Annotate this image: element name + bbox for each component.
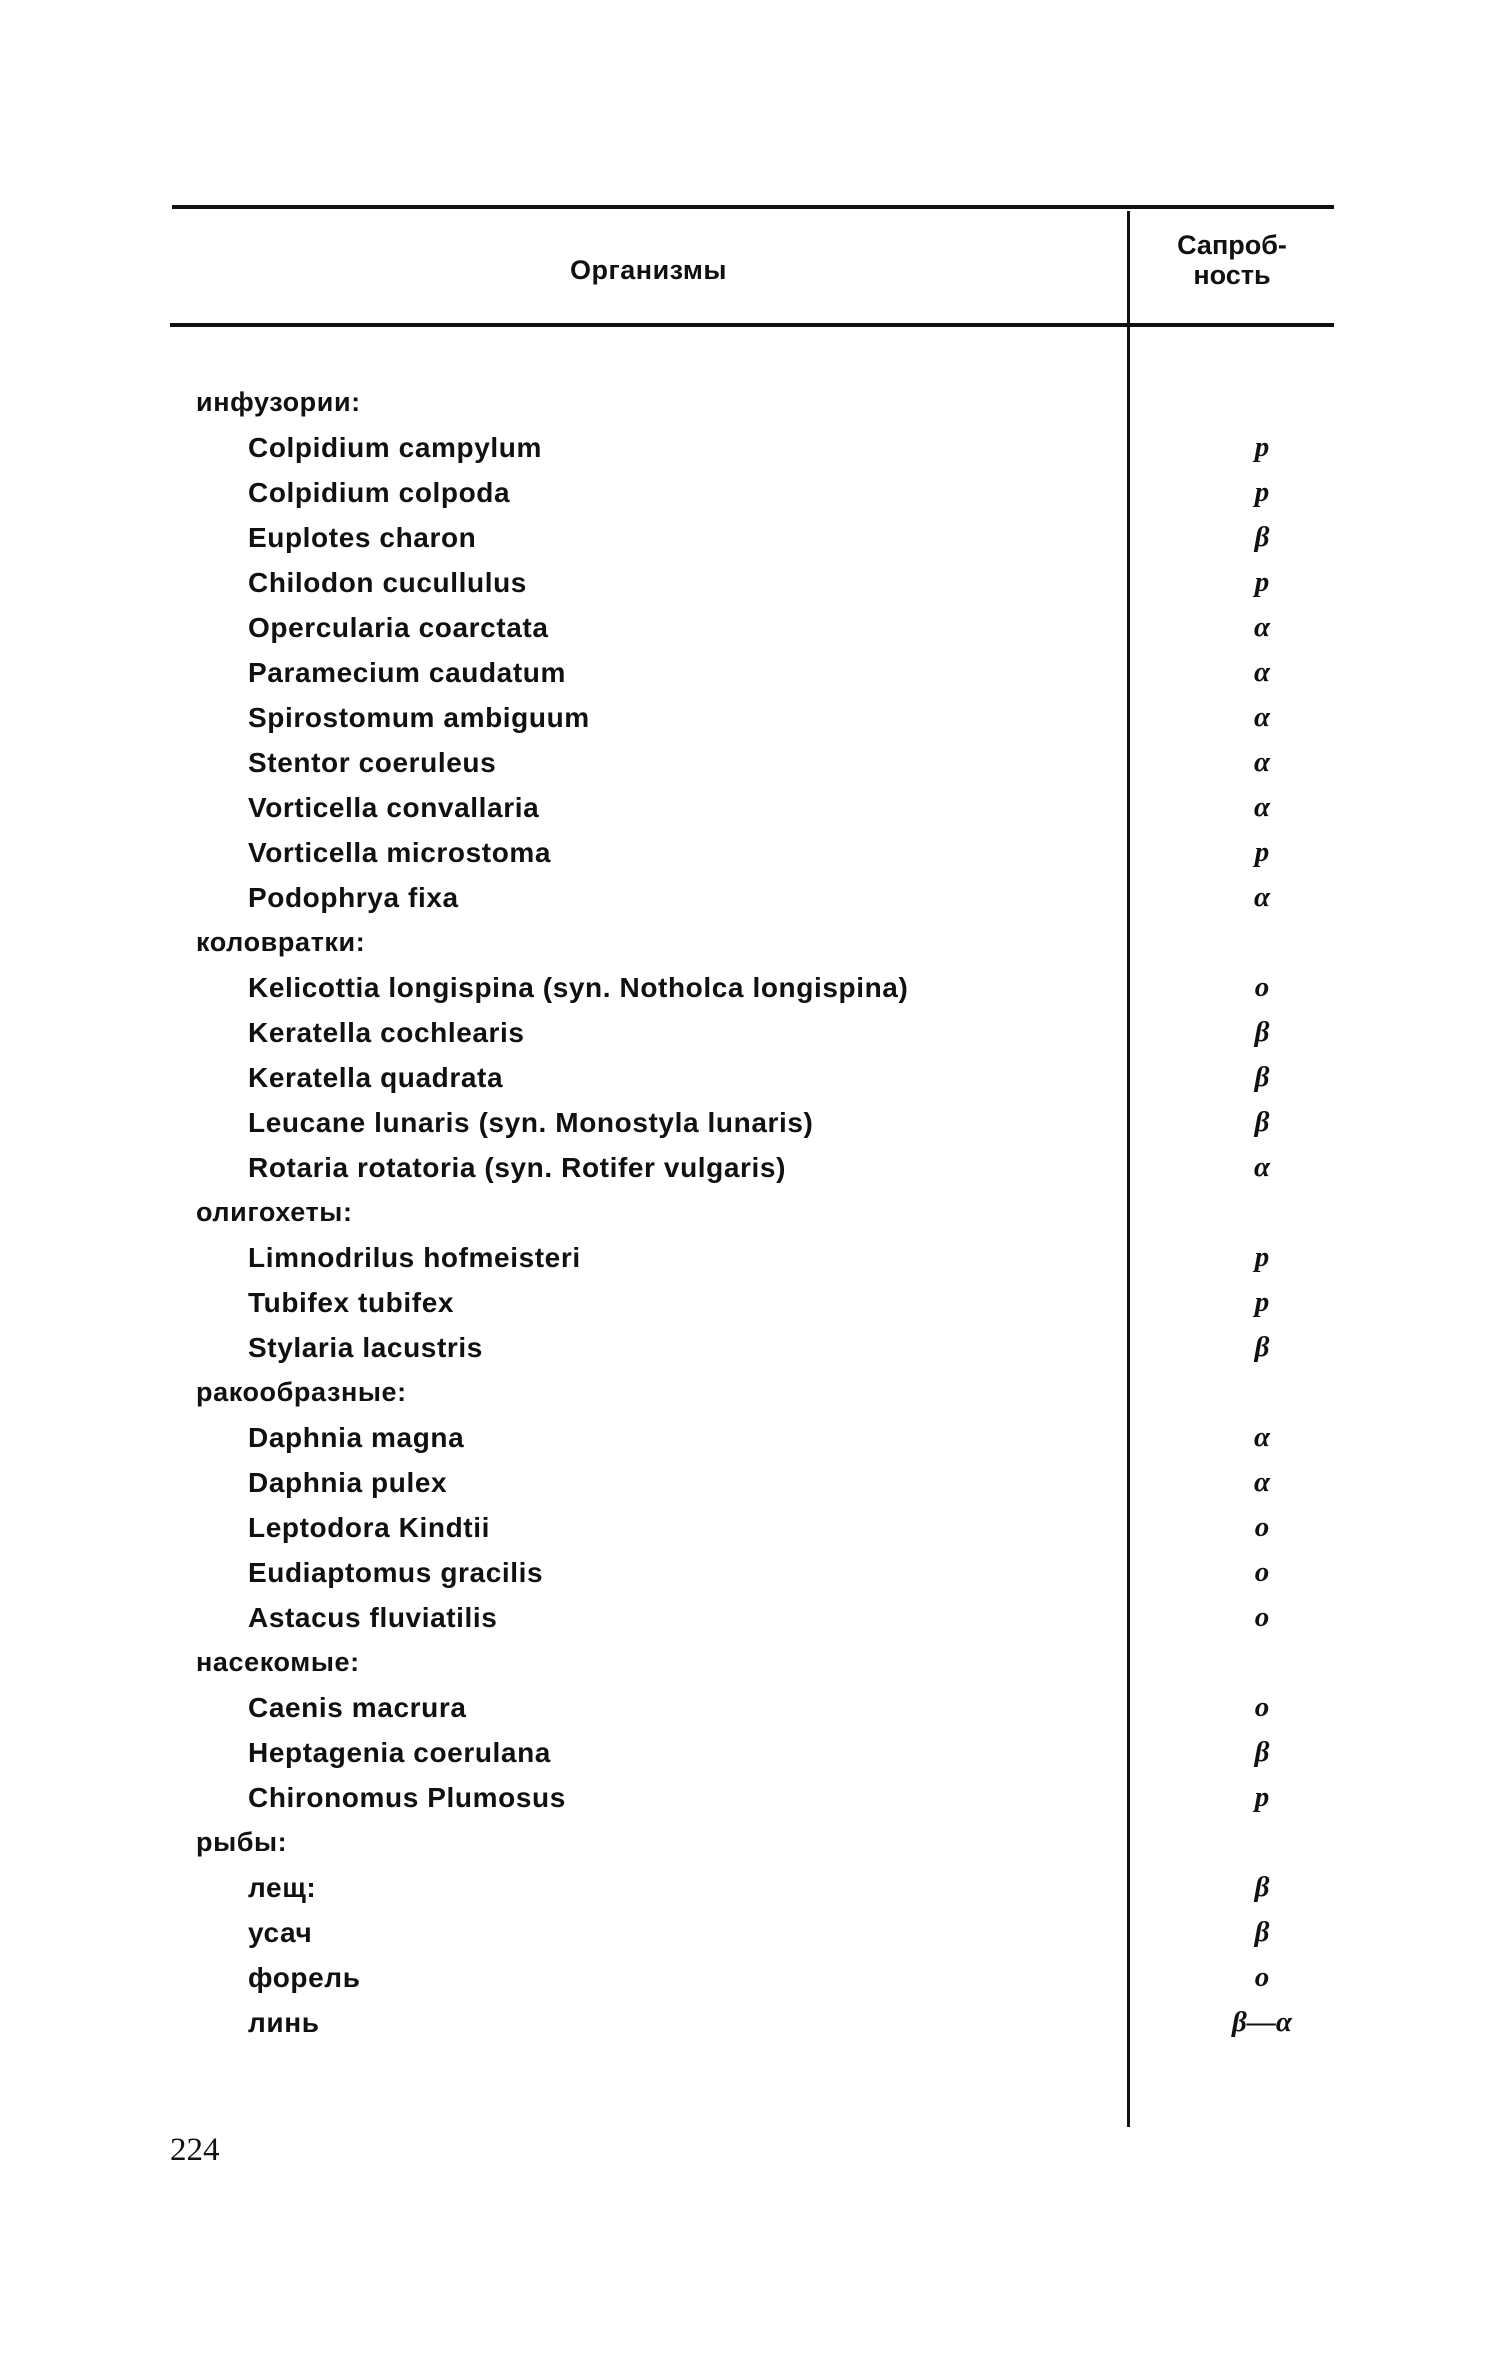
organism-name: Stylaria lacustris	[248, 1332, 483, 1363]
group-row	[0, 1370, 1499, 1415]
table-row	[0, 875, 1499, 920]
organism-name: Chilodon cucullulus	[248, 567, 527, 598]
table-row	[0, 1775, 1499, 1820]
group-label: рыбы:	[196, 1827, 288, 1857]
table-row	[0, 1685, 1499, 1730]
organism-name: Keratella cochlearis	[248, 1017, 525, 1048]
saprobity-value: p	[1254, 1241, 1270, 1273]
organism-name: Vorticella microstoma	[248, 837, 552, 868]
group-label: инфузории:	[196, 387, 361, 417]
organism-name: Rotaria rotatoria (syn. Rotifer vulgaris)	[248, 1152, 787, 1183]
saprobity-value: o	[1254, 1691, 1270, 1723]
column-header-saprobity	[1130, 230, 1334, 290]
organism-name: Leptodora Kindtii	[248, 1512, 490, 1543]
organism-name: Vorticella convallaria	[248, 792, 540, 823]
page-number: 224	[170, 2132, 220, 2168]
group-row	[0, 1640, 1499, 1685]
organism-name: Podophrya fixa	[248, 882, 459, 913]
organism-name: лещ:	[248, 1872, 317, 1903]
organism-name: Leucane lunaris (syn. Monostyla lunaris)	[248, 1107, 814, 1138]
table-row	[0, 1055, 1499, 1100]
saprobity-value: o	[1254, 1511, 1270, 1543]
organism-name: Eudiaptomus gracilis	[248, 1557, 544, 1588]
organism-name: Heptagenia coerulana	[248, 1737, 551, 1768]
group-row	[0, 1190, 1499, 1235]
table-row	[0, 470, 1499, 515]
saprobity-value: β—α	[1232, 2006, 1292, 2038]
saprobity-value: β	[1254, 1871, 1270, 1903]
saprobity-value: α	[1253, 1421, 1271, 1453]
organism-name: Paramecium caudatum	[248, 657, 566, 688]
table-row	[0, 1100, 1499, 1145]
organism-name: Chironomus Plumosus	[248, 1782, 566, 1813]
column-header-saprobity-line1: Сапроб-	[1177, 230, 1287, 260]
saprobity-value: p	[1254, 1286, 1270, 1318]
organism-name: Keratella quadrata	[248, 1062, 504, 1093]
table-row	[0, 1460, 1499, 1505]
organism-name: Daphnia pulex	[248, 1467, 448, 1498]
table-row	[0, 1865, 1499, 1910]
organism-name: Kelicottia longispina (syn. Notholca longispina)	[248, 972, 909, 1003]
saprobity-value: o	[1254, 1556, 1270, 1588]
table-row	[0, 1730, 1499, 1775]
saprobity-value: o	[1254, 1601, 1270, 1633]
table-row	[0, 605, 1499, 650]
group-row	[0, 1820, 1499, 1865]
group-label: олигохеты:	[196, 1197, 353, 1227]
organism-name: Tubifex tubifex	[248, 1287, 455, 1318]
saprobity-value: β	[1254, 1106, 1270, 1138]
saprobity-value: α	[1253, 791, 1271, 823]
saprobity-value: α	[1253, 1466, 1271, 1498]
organism-name: форель	[248, 1962, 361, 1993]
saprobity-value: α	[1253, 701, 1271, 733]
table-row	[0, 1325, 1499, 1370]
organism-name: Opercularia coarctata	[248, 612, 549, 643]
group-label: насекомые:	[196, 1647, 360, 1677]
saprobity-value: β	[1254, 1736, 1270, 1768]
organism-name: Limnodrilus hofmeisteri	[248, 1242, 581, 1273]
saprobity-value: p	[1254, 476, 1270, 508]
group-row	[0, 380, 1499, 425]
saprobity-value: p	[1254, 1781, 1270, 1813]
table-row	[0, 650, 1499, 695]
saprobity-value: α	[1253, 1151, 1271, 1183]
table-row	[0, 785, 1499, 830]
table-row	[0, 830, 1499, 875]
table-row	[0, 695, 1499, 740]
saprobity-value: β	[1254, 1916, 1270, 1948]
column-header-saprobity-line2: ность	[1193, 260, 1271, 290]
saprobity-value: β	[1254, 1331, 1270, 1363]
organism-name: Stentor coeruleus	[248, 747, 497, 778]
saprobity-value: α	[1253, 746, 1271, 778]
saprobity-value: β	[1254, 1061, 1270, 1093]
saprobity-value: α	[1253, 881, 1271, 913]
table-row	[0, 1505, 1499, 1550]
organism-name: усач	[248, 1917, 313, 1948]
table-row	[0, 740, 1499, 785]
saprobity-value: p	[1254, 566, 1270, 598]
saprobity-value: p	[1254, 431, 1270, 463]
column-header-organisms: Организмы	[570, 255, 727, 285]
table-row	[0, 560, 1499, 605]
saprobity-value: o	[1254, 1961, 1270, 1993]
organism-name: Astacus fluviatilis	[248, 1602, 498, 1633]
table-row	[0, 1280, 1499, 1325]
table-row	[0, 1010, 1499, 1055]
table-row	[0, 965, 1499, 1010]
table-row	[0, 1910, 1499, 1955]
group-label: коловратки:	[196, 927, 366, 957]
table-row	[0, 515, 1499, 560]
table-row	[0, 1235, 1499, 1280]
saprobity-value: β	[1254, 521, 1270, 553]
table-row	[0, 425, 1499, 470]
group-row	[0, 920, 1499, 965]
organism-name: Spirostomum ambiguum	[248, 702, 590, 733]
organism-name: линь	[248, 2007, 320, 2038]
table-top-rule	[172, 205, 1334, 209]
organism-name: Caenis macrura	[248, 1692, 467, 1723]
table-row	[0, 1145, 1499, 1190]
table-row	[0, 1955, 1499, 2000]
table-row	[0, 1415, 1499, 1460]
table-row	[0, 2000, 1499, 2045]
group-label: ракообразные:	[196, 1377, 407, 1407]
organism-name: Daphnia magna	[248, 1422, 465, 1453]
saprobity-value: p	[1254, 836, 1270, 868]
saprobity-value: o	[1254, 971, 1270, 1003]
saprobity-value: α	[1253, 611, 1271, 643]
table-body	[0, 380, 1499, 2045]
table-row	[0, 1550, 1499, 1595]
organism-name: Colpidium campylum	[248, 432, 542, 463]
organism-name: Colpidium colpoda	[248, 477, 511, 508]
organism-name: Euplotes charon	[248, 522, 477, 553]
saprobity-value: β	[1254, 1016, 1270, 1048]
saprobity-value: α	[1253, 656, 1271, 688]
table-row	[0, 1595, 1499, 1640]
table-header-rule	[170, 323, 1334, 327]
